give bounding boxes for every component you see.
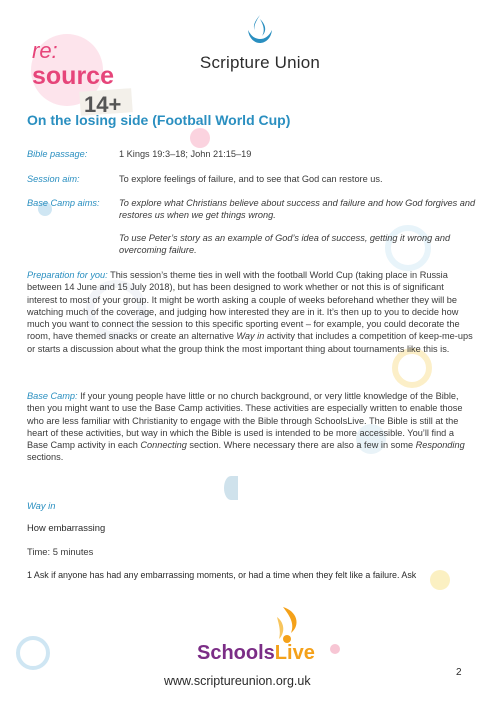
decorative-circle (190, 128, 210, 148)
base-camp-aims-label: Base Camp aims: (27, 198, 100, 208)
base-camp-text-1: If your young people have little or no church background, or very little knowledge of the Bible, then you might want to use the Base Camp activities. These activities are especially written to enable those who are less familiar with Christianity to engage with the Bible through SchoolsLive. The Bible is still at the heart of these activities, but way in which the Bible is used is intended to be more accessible. You’ll find a Base Camp activity in each (27, 391, 463, 451)
resource-logo-line3: 14+ (84, 92, 122, 117)
preparation-italic: Way in (236, 331, 265, 342)
svg-text:SchoolsLive (197, 642, 315, 664)
footer-url: www.scriptureunion.org.uk (164, 674, 311, 688)
decorative-circle (430, 570, 450, 590)
base-camp-lead: Base Camp: (27, 391, 78, 401)
session-title: On the losing side (Football World Cup) (27, 112, 291, 128)
base-camp-aim-1: To explore what Christians believe about success and failure and how God forgives and restores us when we get things wrong. (119, 198, 476, 220)
bible-passage-value: 1 Kings 19:3–18; John 21:15–19 (119, 149, 252, 159)
decorative-circle (224, 476, 238, 500)
decorative-circle (330, 644, 340, 654)
resource-logo-line2: source (32, 62, 114, 90)
resource-logo (22, 28, 152, 118)
step-1: 1 Ask if anyone has had any embarrassing moments, or had a time when they felt like a failure. Ask (27, 570, 417, 580)
preparation-lead: Preparation for you: (27, 270, 108, 280)
base-camp-italic-1: Connecting (140, 440, 187, 451)
base-camp-text-2: section. Where necessary there are also a few in some (186, 440, 416, 451)
bible-passage-label: Bible passage: (27, 149, 88, 159)
decorative-circle (16, 636, 50, 670)
session-aim-label: Session aim: (27, 174, 80, 184)
schoolslive-logo (195, 603, 315, 665)
base-camp-aim-2: To use Peter’s story as an example of God’s idea of success, getting it wrong and overcoming failure. (119, 233, 451, 255)
flame-icon (243, 12, 277, 46)
preparation-text-2: activity that includes a competition of keep-me-ups or starts a discussion about what the group think the most important thing about tournaments like this is. (27, 331, 473, 354)
base-camp-italic-2: Responding (415, 440, 465, 451)
schoolslive-word-2: Live (274, 642, 315, 664)
base-camp-text-3: sections. (27, 452, 64, 463)
flame-icon (283, 607, 297, 633)
org-name: Scripture Union (199, 53, 321, 72)
way-in-heading: Way in (27, 500, 56, 511)
preparation-text-1: This session’s theme ties in well with the football World Cup (taking place in Russia between 14 June and 15 July 2018), but has been designed to work whether or not this is of significant interest to most of your group. It might be worth asking a couple of weeks beforehand whether they will be watching much of the coverage, and judging how interested they are in it. It’s then up to you to decide how much you want to connect the session to this specific sporting event – for example, you could decorate the room, have themed snacks or create an alternative (27, 270, 460, 342)
page-number: 2 (456, 667, 462, 678)
activity-title: How embarrassing (27, 522, 106, 533)
resource-logo-line1: re: (32, 38, 58, 63)
base-camp-paragraph (27, 390, 475, 464)
session-aim-value: To explore feelings of failure, and to see that God can restore us. (119, 174, 383, 184)
scripture-union-logo (185, 12, 335, 72)
schoolslive-word-1: Schools (197, 642, 275, 664)
activity-time: Time: 5 minutes (27, 546, 94, 557)
preparation-paragraph (27, 269, 475, 355)
